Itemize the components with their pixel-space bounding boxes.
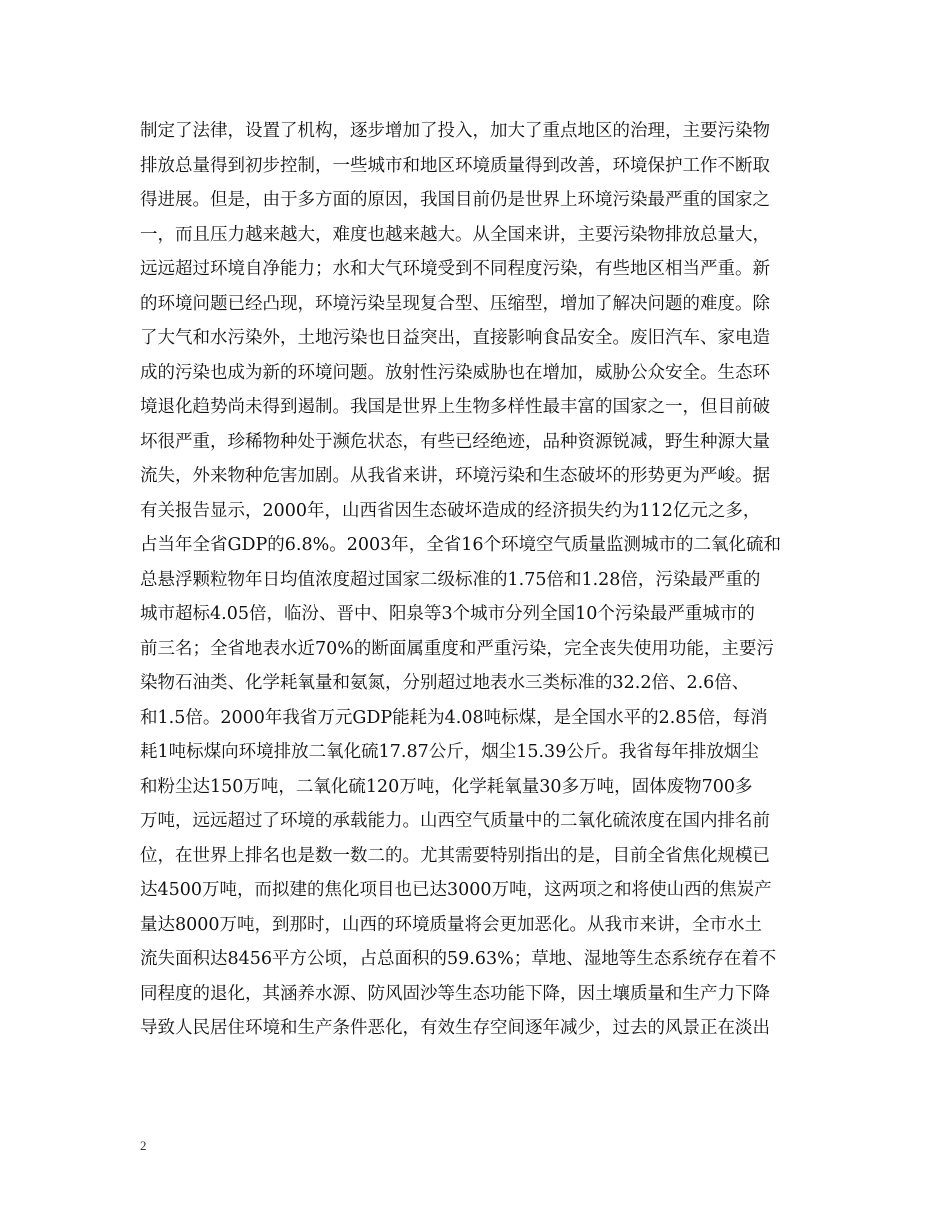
text-line: 流失面积达8456平方公顷，占总面积的59.63%；草地、湿地等生态系统存在着不	[140, 949, 777, 969]
text-line: 排放总量得到初步控制，一些城市和地区环境质量得到改善，环境保护工作不断取	[140, 155, 770, 176]
text-line: 耗1吨标煤向环境排放二氧化硫17.87公斤，烟尘15.39公斤。我省每年排放烟尘	[140, 742, 759, 762]
text-line: 和1.5倍。2000年我省万元GDP能耗为4.08吨标煤，是全国水平的2.85倍，每消	[140, 707, 768, 728]
text-line: 得进展。但是，由于多方面的原因，我国目前仍是世界上环境污染最严重的国家之	[140, 190, 770, 210]
text-line: 制定了法律，设置了机构，逐步增加了投入，加大了重点地区的治理，主要污染物	[140, 121, 770, 141]
text-line: 坏很严重，珍稀物种处于濒危状态，有些已经绝迹，品种资源锐减，野生种源大量	[140, 431, 770, 452]
text-line: 的环境问题已经凸现，环境污染呈现复合型、压缩型，增加了解决问题的难度。除	[140, 293, 770, 314]
text-line: 前三名；全省地表水近70%的断面属重度和严重污染，完全丧失使用功能，主要污	[140, 638, 774, 659]
text-line: 万吨，远远超过了环境的承载能力。山西空气质量中的二氧化硫浓度在国内排名前	[140, 811, 770, 831]
text-line: 和粉尘达150万吨，二氧化硫120万吨，化学耗氧量30多万吨，固体废物700多	[140, 776, 753, 797]
text-line: 染物石油类、化学耗氧量和氨氮，分别超过地表水三类标准的32.2倍、2.6倍、	[140, 673, 750, 693]
text-line: 成的污染也成为新的环境问题。放射性污染威胁也在增加，威胁公众安全。生态环	[140, 362, 770, 383]
text-line: 达4500万吨，而拟建的焦化项目也已达3000万吨，这两项之和将使山西的焦炭产	[140, 880, 772, 900]
text-line: 量达8000万吨，到那时，山西的环境质量将会更加恶化。从我市来讲，全市水土	[140, 914, 763, 935]
text-line: 城市超标4.05倍，临汾、晋中、阳泉等3个城市分列全国10个污染最严重城市的	[140, 604, 755, 624]
text-line: 流失，外来物种危害加剧。从我省来讲，环境污染和生态破坏的形势更为严峻。据	[140, 466, 770, 486]
text-line: 总悬浮颗粒物年日均值浓度超过国家二级标准的1.75倍和1.28倍，污染最严重的	[140, 569, 761, 590]
text-line: 远远超过环境自净能力；水和大气环境受到不同程度污染，有些地区相当严重。新	[140, 259, 770, 279]
text-line: 了大气和水污染外，土地污染也日益突出，直接影响食品安全。废旧汽车、家电造	[140, 328, 770, 348]
text-line: 占当年全省GDP的6.8%。2003年，全省16个环境空气质量监测城市的二氧化硫和	[140, 535, 782, 555]
text-line: 位，在世界上排名也是数一数二的。尤其需要特别指出的是，目前全省焦化规模已	[140, 845, 770, 866]
text-line: 境退化趋势尚未得到遏制。我国是世界上生物多样性最丰富的国家之一，但目前破	[140, 397, 770, 417]
body-paragraph	[140, 114, 820, 1046]
text-line: 导致人民居住环境和生产条件恶化，有效生存空间逐年减少，过去的风景正在淡出	[140, 1018, 770, 1038]
text-line: 一，而且压力越来越大，难度也越来越大。从全国来讲，主要污染物排放总量大，	[140, 224, 770, 245]
page-number: 2	[140, 1138, 147, 1153]
text-line: 有关报告显示，2000年，山西省因生态破坏造成的经济损失约为112亿元之多，	[140, 500, 761, 521]
text-line: 同程度的退化，其涵养水源、防风固沙等生态功能下降，因土壤质量和生产力下降	[140, 983, 770, 1004]
